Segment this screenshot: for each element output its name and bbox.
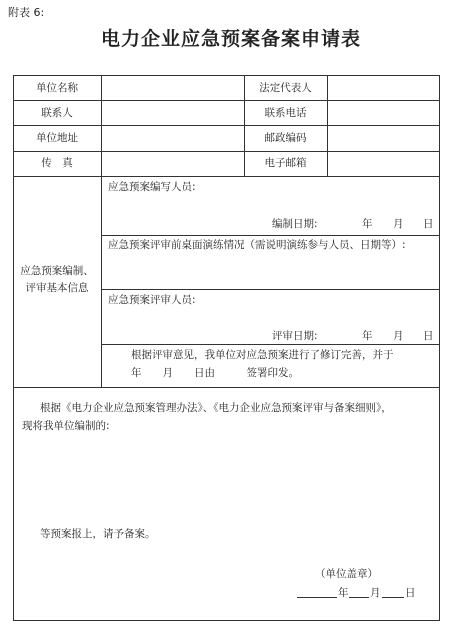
info-section-label-line1: 应急预案编制、 (20, 265, 94, 277)
compile-year: 年 (362, 218, 373, 230)
email-label: 电子邮箱 (264, 157, 307, 169)
compile-day: 日 (423, 218, 434, 230)
sign-month-blank[interactable] (349, 597, 369, 598)
review-month: 月 (393, 330, 404, 342)
eval-drill-field[interactable] (102, 254, 439, 288)
review-date-label: 评审日期: (272, 330, 318, 342)
legal-rep-label: 法定代表人 (259, 82, 312, 94)
writers-field[interactable] (102, 194, 439, 214)
declaration-text-line2: 现将我单位编制的: (22, 420, 110, 432)
compile-date-label: 编制日期: (272, 218, 318, 230)
postal-code-label: 邮政编码 (264, 132, 307, 144)
address-label: 单位地址 (36, 132, 78, 144)
reviewers-field[interactable] (102, 308, 439, 328)
contact-phone-field[interactable] (328, 101, 439, 125)
sign-month: 月 (370, 587, 381, 599)
sign-day-blank[interactable] (382, 597, 404, 598)
compile-month: 月 (393, 218, 404, 230)
sign-year: 年 (338, 587, 349, 599)
revision-text-line2: 年 月 日由 签署印发。 (131, 367, 299, 379)
address-field[interactable] (102, 126, 243, 151)
seal-label: （单位盖章） (315, 568, 378, 580)
contact-phone-label: 联系电话 (264, 107, 307, 119)
declaration-text-line1: 根据《电力企业应急预案管理办法》、《电力企业应急预案评审与备案细则》， (40, 402, 392, 414)
review-day: 日 (423, 330, 434, 342)
email-field[interactable] (328, 152, 439, 176)
contact-label: 联系人 (41, 107, 73, 119)
submit-text: 等预案报上，请予备案。 (40, 528, 156, 540)
fax-label: 传 真 (41, 157, 73, 169)
plan-list-field[interactable] (22, 436, 432, 524)
review-year: 年 (362, 330, 373, 342)
reviewers-label: 应急预案评审人员: (108, 294, 196, 306)
sign-day: 日 (405, 587, 416, 599)
postal-code-field[interactable] (328, 126, 439, 151)
info-section-label-line2: 评审基本信息 (25, 282, 89, 294)
revision-text-line1: 根据评审意见，我单位对应急预案进行了修订完善，并于 (131, 349, 394, 361)
unit-name-field[interactable] (102, 76, 243, 100)
legal-rep-field[interactable] (328, 76, 439, 100)
writers-label: 应急预案编写人员: (108, 181, 196, 193)
contact-field[interactable] (102, 101, 243, 125)
page-title: 电力企业应急预案备案申请表 (100, 28, 361, 50)
unit-name-label: 单位名称 (36, 82, 78, 94)
fax-field[interactable] (102, 152, 243, 176)
sign-year-blank[interactable] (297, 597, 337, 598)
appendix-label: 附表 6: (8, 6, 45, 19)
eval-drill-label: 应急预案评审前桌面演练情况（需说明演练参与人员、日期等）: (108, 239, 406, 251)
